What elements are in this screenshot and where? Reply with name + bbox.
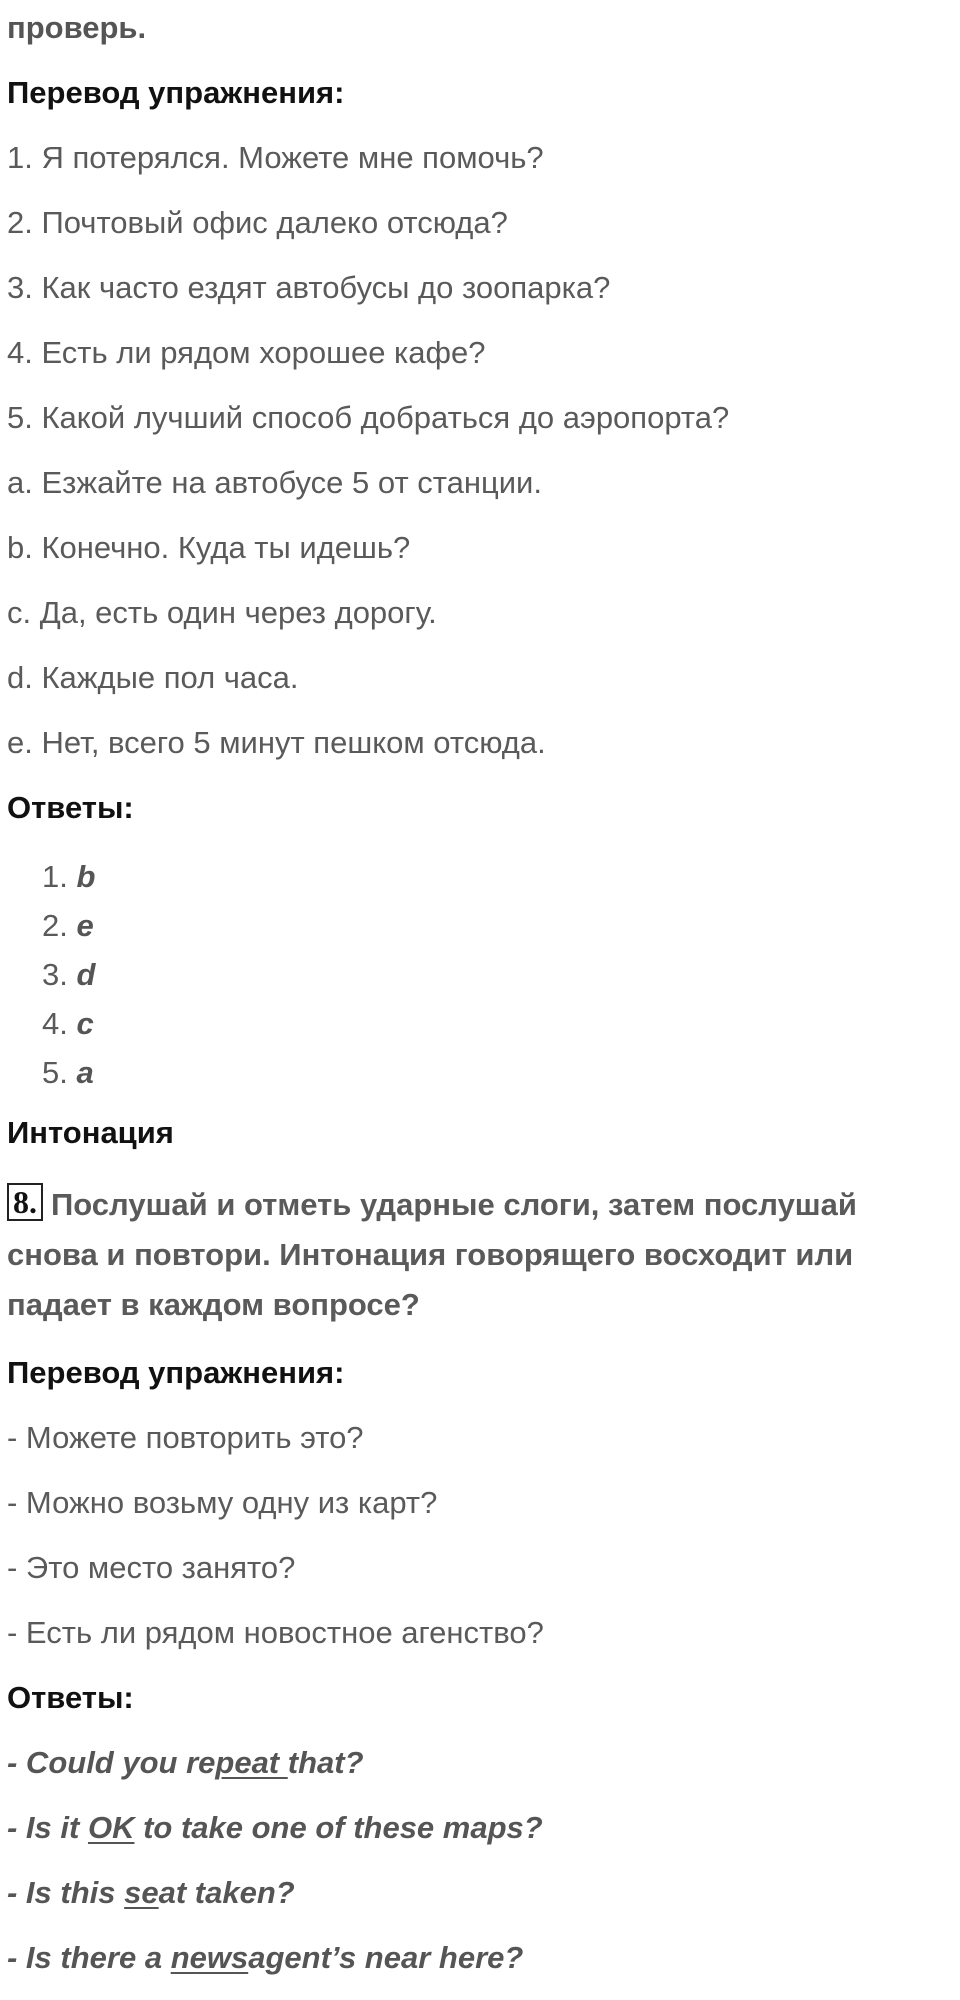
task-8: [7, 1180, 927, 1330]
answer-sentence: [7, 1873, 940, 1913]
top-text: проверь.: [7, 10, 147, 45]
answer-number: 5.: [42, 1055, 68, 1090]
translation-line: 4. Есть ли рядом хорошее кафе?: [7, 335, 486, 370]
answer-number: 1.: [42, 859, 68, 894]
list-item: [42, 950, 95, 999]
translation-line: - Можно возьму одну из карт?: [7, 1485, 438, 1520]
translation-line: - Это место занято?: [7, 1550, 296, 1585]
sentence-part: agent’s near here?: [248, 1940, 524, 1975]
stressed-syllable: se: [124, 1875, 159, 1910]
translation-line: c. Да, есть один через дорогу.: [7, 595, 437, 630]
list-item: [42, 999, 95, 1048]
sentence-part: at taken?: [158, 1875, 295, 1910]
answer-letter: a: [76, 1055, 94, 1090]
sentence-part: - Is this: [7, 1875, 125, 1910]
answer-letter: b: [76, 859, 96, 894]
translation-line: 1. Я потерялся. Можете мне помочь?: [7, 140, 544, 175]
answer-number: 2.: [42, 908, 68, 943]
sentence-part: to take one of these maps?: [134, 1810, 543, 1845]
list-item: [42, 1048, 95, 1097]
translation-line: 2. Почтовый офис далеко отсюда?: [7, 205, 508, 240]
answers-header: Ответы:: [7, 1680, 134, 1715]
answer-sentence: [7, 1938, 940, 1978]
sentence-part: - Is it: [7, 1810, 88, 1845]
translation-line: b. Конечно. Куда ты идешь?: [7, 530, 411, 565]
answer-number: 4.: [42, 1006, 68, 1041]
answers-header: Ответы:: [7, 790, 134, 825]
stressed-syllable: news: [170, 1940, 249, 1975]
sentence-part: that?: [287, 1745, 364, 1780]
list-item: [42, 852, 95, 901]
translation-line: d. Каждые пол часа.: [7, 660, 299, 695]
sentence-part: - Could you re: [7, 1745, 216, 1780]
answer-letter: c: [76, 1006, 94, 1041]
translation-line: 5. Какой лучший способ добраться до аэропорта?: [7, 400, 730, 435]
task-number-box: 8.: [7, 1183, 43, 1221]
translation-line: - Есть ли рядом новостное агенство?: [7, 1615, 544, 1650]
stressed-syllable: peat: [215, 1745, 288, 1780]
stressed-syllable: OK: [87, 1810, 135, 1845]
translation-line: 3. Как часто ездят автобусы до зоопарка?: [7, 270, 611, 305]
translation-header: Перевод упражнения:: [7, 1355, 345, 1390]
sentence-part: - Is there a: [7, 1940, 171, 1975]
answer-sentence: [7, 1743, 940, 1783]
translation-header: Перевод упражнения:: [7, 75, 345, 110]
answers-list: [42, 852, 95, 1097]
task-text: Послушай и отметь ударные слоги, затем послушай снова и повтори. Интонация говорящего восходит или падает в каждом вопросе?: [7, 1187, 857, 1322]
translation-line: - Можете повторить это?: [7, 1420, 364, 1455]
translation-line: a. Езжайте на автобусе 5 от станции.: [7, 465, 542, 500]
answer-letter: e: [76, 908, 94, 943]
translation-line: e. Нет, всего 5 минут пешком отсюда.: [7, 725, 546, 760]
answer-letter: d: [76, 957, 96, 992]
answer-number: 3.: [42, 957, 68, 992]
list-item: [42, 901, 95, 950]
answer-sentence: [7, 1808, 940, 1848]
intonation-header: Интонация: [7, 1115, 174, 1150]
